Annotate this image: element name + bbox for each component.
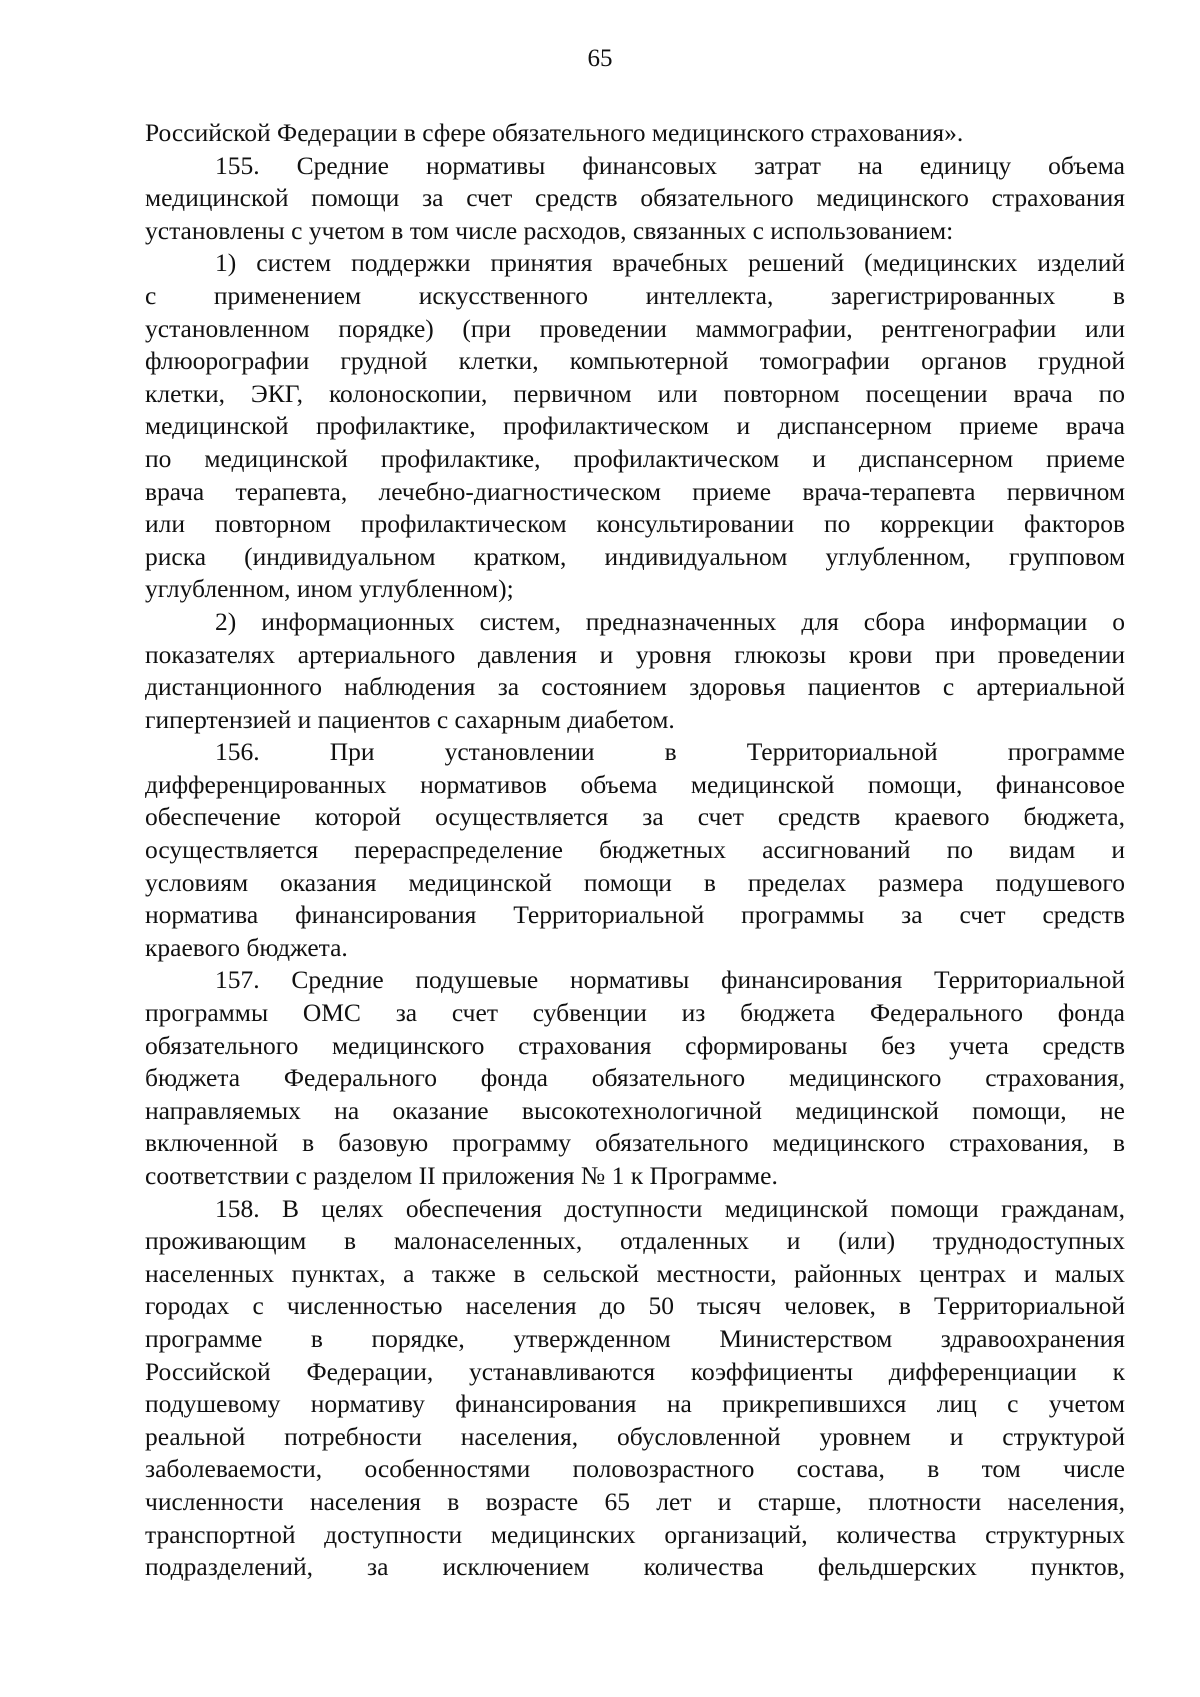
text-line: обязательного медицинского страхования сформированы без учета средств <box>145 1030 1125 1060</box>
text-line: 156. При установлении в Территориальной программе <box>215 737 1125 767</box>
text-line: численности населения в возрасте 65 лет и старше, плотности населения, <box>145 1486 1125 1516</box>
text-line: медицинской помощи за счет средств обязательного медицинского страхования <box>145 183 1125 213</box>
text-line: реальной потребности населения, обусловленной уровнем и структурой <box>145 1421 1125 1451</box>
text-line: углубленном, ином углубленном); <box>145 574 514 604</box>
text-line: включенной в базовую программу обязательного медицинского страхования, в <box>145 1128 1125 1158</box>
text-line: населенных пунктах, а также в сельской местности, районных центрах и малых <box>145 1258 1125 1288</box>
text-line: клетки, ЭКГ, колоноскопии, первичном или повторном посещении врача по <box>145 378 1125 408</box>
text-line: или повторном профилактическом консультировании по коррекции факторов <box>145 509 1125 539</box>
text-line: проживающим в малонаселенных, отдаленных и (или) труднодоступных <box>145 1226 1125 1256</box>
text-line: обеспечение которой осуществляется за счет средств краевого бюджета, <box>145 802 1125 832</box>
page-number: 65 <box>587 45 613 72</box>
text-line: транспортной доступности медицинских организаций, количества структурных <box>145 1519 1125 1549</box>
text-line: медицинской профилактике, профилактическом и диспансерном приеме врача <box>145 411 1125 441</box>
text-line: 157. Средние подушевые нормативы финансирования Территориальной <box>215 965 1125 995</box>
text-line: Российской Федерации в сфере обязательного медицинского страхования». <box>145 118 964 147</box>
text-line: подразделений, за исключением количества фельдшерских пунктов, <box>145 1552 1125 1582</box>
text-line: Российской Федерации, устанавливаются коэффициенты дифференциации к <box>145 1356 1125 1386</box>
text-line: 1) систем поддержки принятия врачебных решений (медицинских изделий <box>215 248 1125 278</box>
text-line: заболеваемости, особенностями половозрастного состава, в том числе <box>145 1454 1125 1484</box>
text-line: городах с численностью населения до 50 тысяч человек, в Территориальной <box>145 1291 1125 1321</box>
text-line: программе в порядке, утвержденном Министерством здравоохранения <box>145 1323 1125 1353</box>
text-line: условиям оказания медицинской помощи в пределах размера подушевого <box>145 867 1125 897</box>
text-line: врача терапевта, лечебно-диагностическом приеме врача-терапевта первичном <box>145 476 1125 506</box>
text-line: гипертензией и пациентов с сахарным диабетом. <box>145 704 675 734</box>
text-line: подушевому нормативу финансирования на прикрепившихся лиц с учетом <box>145 1389 1125 1419</box>
document-body <box>145 117 1125 1584</box>
text-line: 2) информационных систем, предназначенных для сбора информации о <box>215 606 1125 636</box>
text-line: показателях артериального давления и уровня глюкозы крови при проведении <box>145 639 1125 669</box>
text-line: соответствии с разделом II приложения № 1 к Программе. <box>145 1161 778 1190</box>
text-line: направляемых на оказание высокотехнологичной медицинской помощи, не <box>145 1095 1125 1125</box>
text-line: программы ОМС за счет субвенции из бюджета Федерального фонда <box>145 998 1125 1028</box>
text-line: установлены с учетом в том числе расходов, связанных с использованием: <box>145 215 954 245</box>
text-line: бюджета Федерального фонда обязательного медицинского страхования, <box>145 1063 1125 1093</box>
text-line: норматива финансирования Территориальной программы за счет средств <box>145 900 1125 930</box>
text-line: осуществляется перераспределение бюджетных ассигнований по видам и <box>145 835 1125 865</box>
text-line: дистанционного наблюдения за состоянием здоровья пациентов с артериальной <box>145 672 1125 702</box>
text-line: риска (индивидуальном кратком, индивидуальном углубленном, групповом <box>145 541 1125 571</box>
text-line: установленном порядке) (при проведении маммографии, рентгенографии или <box>145 313 1125 343</box>
text-line: флюорографии грудной клетки, компьютерной томографии органов грудной <box>145 346 1125 376</box>
text-line: краевого бюджета. <box>145 932 348 962</box>
text-line: 155. Средние нормативы финансовых затрат на единицу объема <box>215 150 1125 180</box>
text-line: по медицинской профилактике, профилактическом и диспансерном приеме <box>145 443 1125 473</box>
text-line: 158. В целях обеспечения доступности медицинской помощи гражданам, <box>215 1193 1125 1223</box>
text-line: дифференцированных нормативов объема медицинской помощи, финансовое <box>145 769 1125 799</box>
text-line: с применением искусственного интеллекта, зарегистрированных в <box>145 280 1125 310</box>
